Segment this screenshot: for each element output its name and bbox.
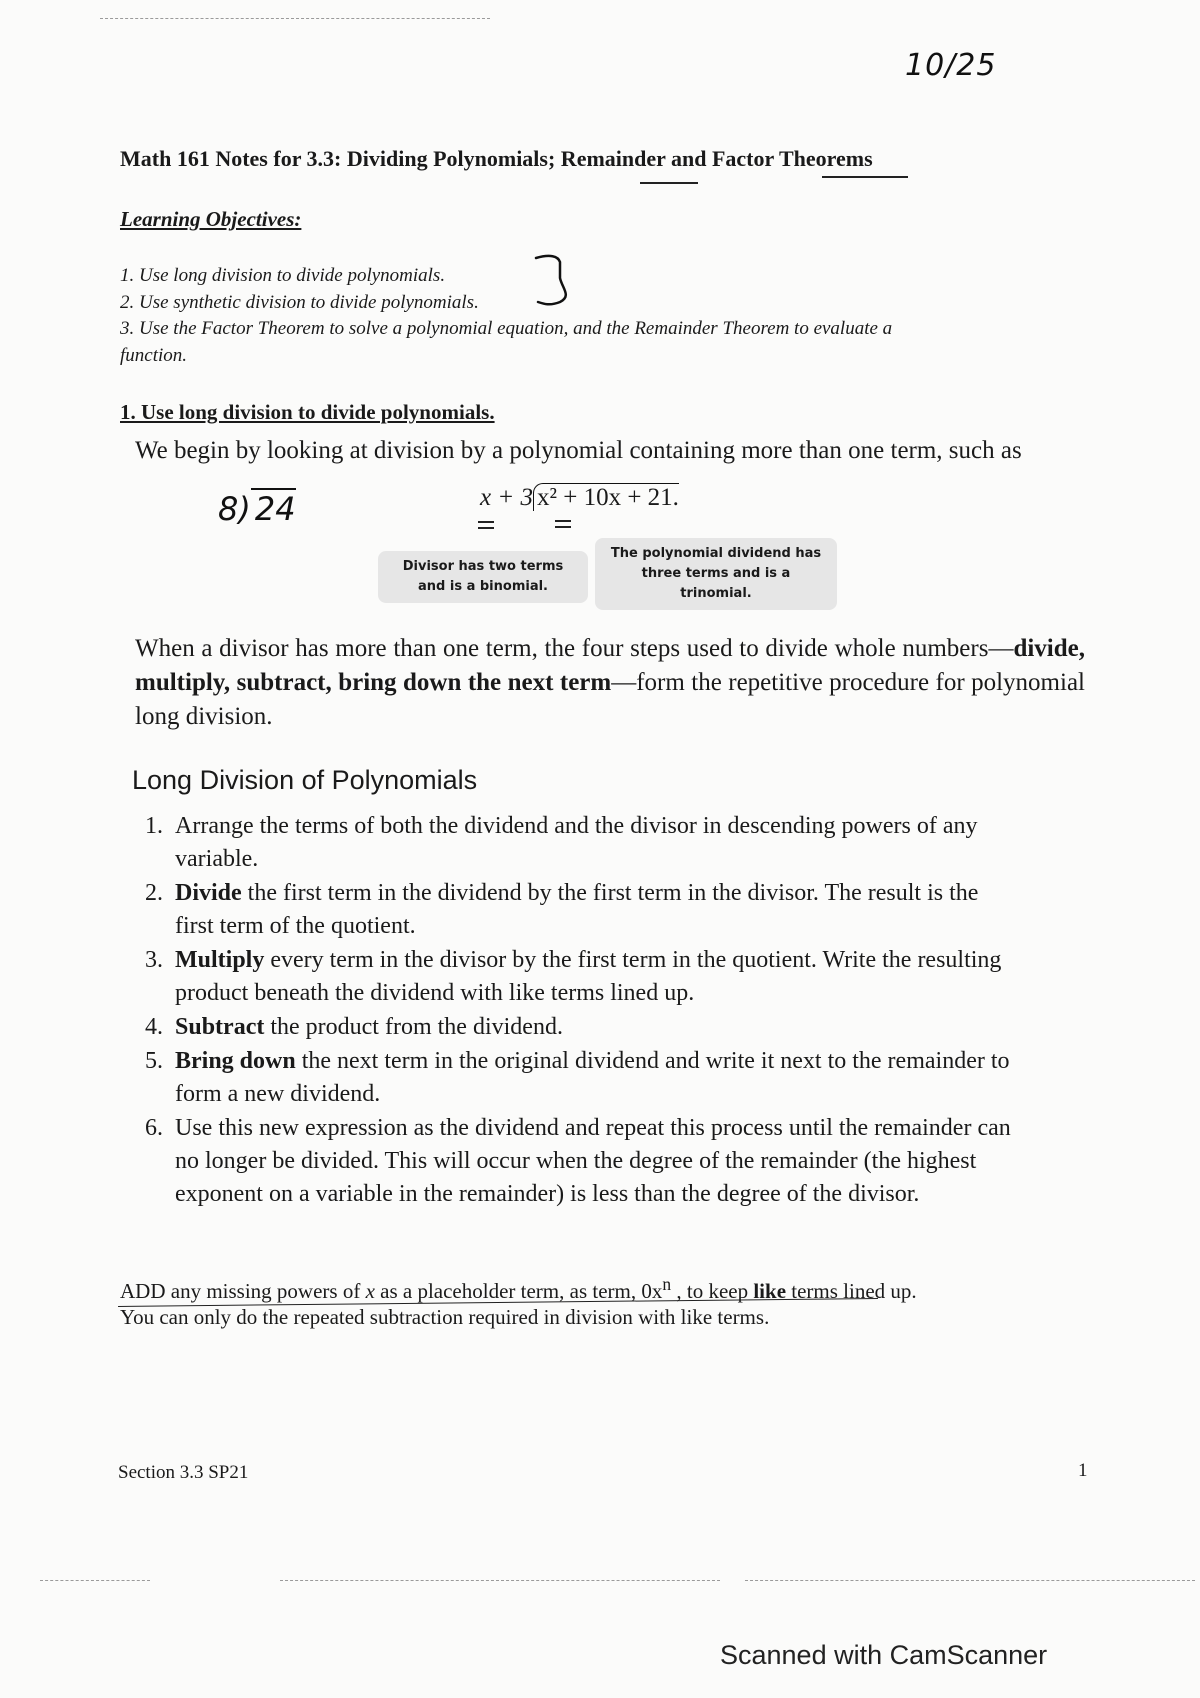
handwritten-example-dividend: 24 [251,488,296,528]
paragraph-multi-term-divisor [135,632,1085,734]
note-exponent: n [662,1274,672,1294]
step-text: every term in the divisor by the first term in the quotient. Write the resulting product beneath the dividend with like terms lined up. [175,947,1002,1006]
footer-section: Section 3.3 SP21 [118,1462,249,1483]
step-number: 4. [145,1014,163,1040]
step-item [145,810,1015,876]
step-number: 3. [145,947,163,973]
double-underline-mark [555,526,571,528]
note-text: as a placeholder term, as term, 0x [374,1279,663,1303]
step-number: 5. [145,1048,163,1074]
objective-item: 1. Use long division to divide polynomials. [120,265,446,286]
step-text: the product from the dividend. [264,1014,563,1040]
scan-edge-bottom-right [745,1580,1195,1581]
step-lead: Multiply [175,947,265,973]
paragraph-text: —form the repetitive procedure for polynomial long division. [135,669,1085,730]
long-division-steps [145,810,1015,1212]
step-text: the first term in the dividend by the first term in the divisor. The result is the first term of the quotient. [175,880,979,939]
underline-remainder-mark [640,182,698,184]
note-like-terms: You can only do the repeated subtraction required in division with like terms. [120,1305,770,1329]
dividend-expression: x² + 10x + 21. [533,483,679,511]
double-underline-mark [478,521,494,523]
handwritten-bracket-mark [530,252,580,308]
step-text: Arrange the terms of both the dividend and the divisor in descending powers of any variable. [175,813,978,872]
scan-edge-bottom-mid [280,1580,720,1581]
callout-divisor [378,551,588,603]
step-number: 1. [145,813,163,839]
objectives-heading: Learning Objectives: [120,207,302,231]
step-item [145,944,1015,1010]
callout-dividend [595,538,837,610]
section-heading: 1. Use long division to divide polynomials. [120,400,495,424]
step-number: 2. [145,880,163,906]
objective-item: 3. Use the Factor Theorem to solve a polynomial equation, and the Remainder Theorem to evaluate a [120,318,893,339]
objective-item-continued: function. [120,345,188,366]
callout-dividend-line: The polynomial dividend has [610,546,822,561]
scan-edge-bottom-left [40,1580,150,1581]
callout-divisor-line: Divisor has two terms [402,559,564,574]
step-number: 6. [145,1115,163,1141]
handwritten-date: 10/25 [905,48,997,83]
double-underline-mark [478,527,494,529]
handwritten-example [218,490,296,528]
callout-divisor-line: and is a binomial. [418,579,548,594]
objective-item: 2. Use synthetic division to divide polynomials. [120,292,479,313]
scan-edge-top [100,18,490,19]
step-lead: Bring down [175,1048,296,1074]
divisor-expression: x + 3 [480,484,533,511]
camscanner-watermark: Scanned with CamScanner [720,1640,1048,1670]
note-text: , to keep [671,1279,754,1303]
step-item [145,877,1015,943]
footer-page-number: 1 [1078,1460,1088,1481]
step-text: Use this new expression as the dividend and repeat this process until the remainder can no longer be divided. This will occur when the degree of the remainder (the highest exponent on a variable in the remainder) is less than the degree of the divisor. [175,1115,1011,1207]
callout-dividend-line: three terms and is a trinomial. [641,566,791,601]
note-text: ADD any missing powers of [120,1279,366,1303]
paragraph-steps-bold: divide, multiply, subtract, bring down the next term [135,635,1085,696]
handwritten-division-bracket: ) [238,490,251,528]
handwritten-example-divisor: 8 [218,490,239,528]
paragraph-text: When a divisor has more than one term, the four steps used to divide whole numbers— [135,635,1014,662]
note-bold: like [753,1279,787,1303]
note-text: terms lined up. [786,1279,917,1303]
intro-text: We begin by looking at division by a polynomial containing more than one term, such as [135,437,1022,464]
step-lead: Subtract [175,1014,265,1040]
double-underline-mark [555,520,571,522]
step-item [145,1045,1015,1111]
step-item [145,1011,1015,1044]
page-title: Math 161 Notes for 3.3: Dividing Polynomials; Remainder and Factor Theorems [120,146,873,171]
underline-factor-mark [822,176,908,178]
step-text: the next term in the original dividend and write it next to the remainder to form a new dividend. [175,1048,1010,1107]
note-variable: x [365,1279,375,1303]
step-item [145,1112,1015,1211]
long-division-heading: Long Division of Polynomials [132,765,478,795]
long-division-setup [480,484,679,512]
step-lead: Divide [175,880,242,906]
